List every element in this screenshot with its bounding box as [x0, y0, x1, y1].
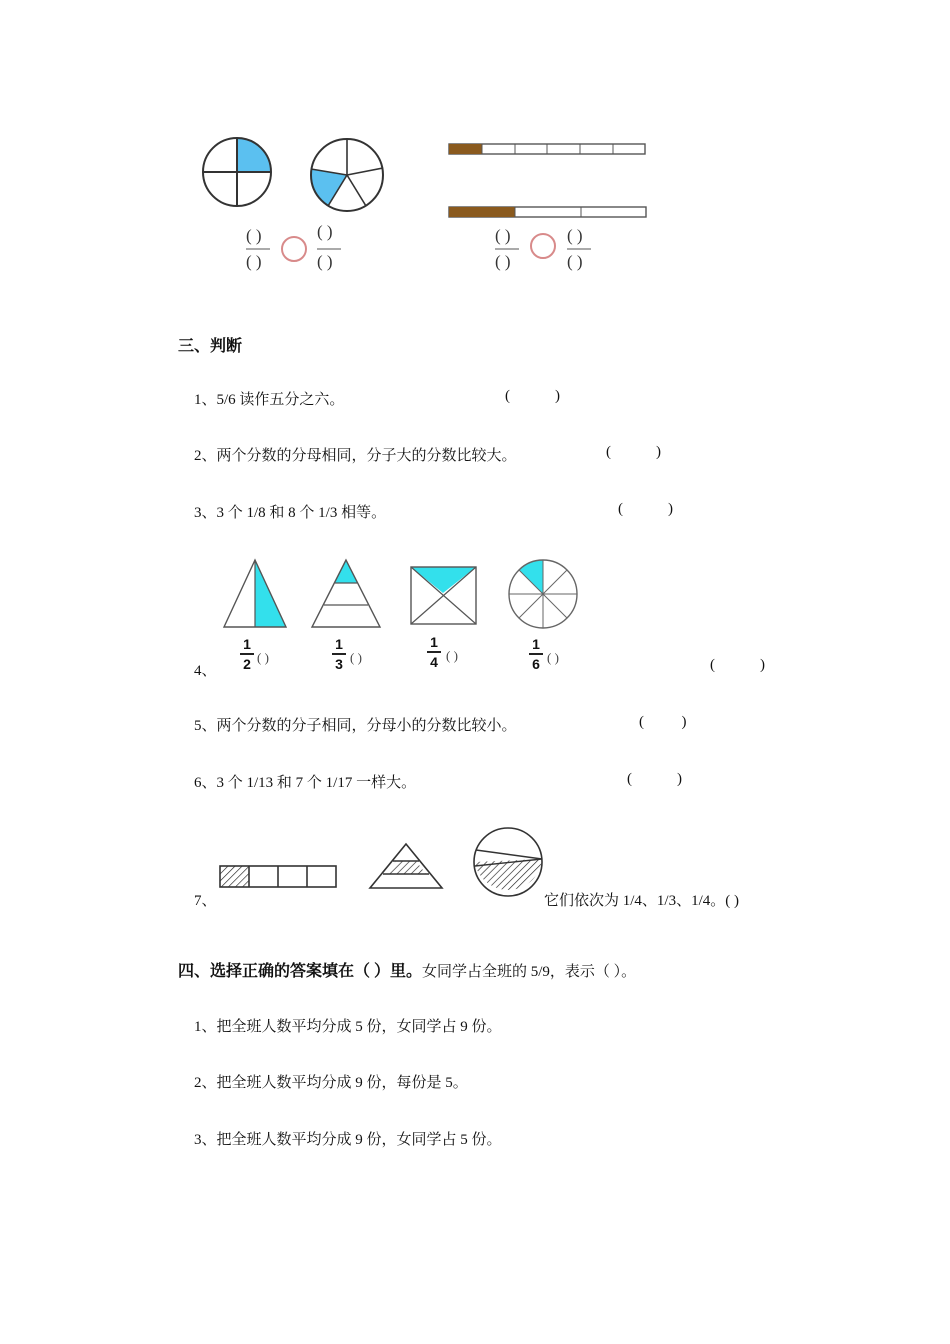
- section4-question[interactable]: 女同学占全班的 5/9，表示（ ）。: [422, 964, 637, 980]
- triangle-half-figure: [224, 560, 286, 627]
- judge-answer-4[interactable]: ( ): [710, 657, 765, 673]
- judge-item-7: 7、: [194, 893, 217, 909]
- judge-answer-3[interactable]: ( ): [618, 501, 673, 517]
- blank-numerator-4[interactable]: ( ): [567, 226, 583, 245]
- judge-item-6: 6、3 个 1/13 和 7 个 1/17 一样大。: [194, 775, 417, 791]
- judge-item-4: 4、: [194, 663, 217, 679]
- judge-answer-1[interactable]: ( ): [505, 388, 560, 404]
- item7-figures: [215, 822, 550, 902]
- blank-half[interactable]: ( ): [257, 650, 269, 665]
- fraction-bar: [427, 651, 441, 653]
- judge-item-5: 5、两个分数的分子相同，分母小的分数比较小。: [194, 718, 517, 734]
- fraction-denominator-third: 3: [335, 656, 343, 672]
- blank-denominator-2[interactable]: ( ): [317, 252, 333, 271]
- blank-denominator-1[interactable]: ( ): [246, 252, 262, 271]
- fraction-numerator-half: 1: [243, 636, 251, 652]
- blank-denominator-3[interactable]: ( ): [495, 252, 511, 271]
- square-quarter-figure: [411, 567, 476, 624]
- fraction-denominator-sixth: 6: [532, 656, 540, 672]
- blank-third[interactable]: ( ): [350, 650, 362, 665]
- fraction-denominator-quarter: 4: [430, 654, 438, 670]
- section4-heading: [178, 958, 636, 981]
- fraction-bar: [240, 653, 254, 655]
- option-3[interactable]: 3、把全班人数平均分成 9 份，女同学占 5 份。: [194, 1132, 502, 1148]
- fraction-denominator-half: 2: [243, 656, 251, 672]
- option-2[interactable]: 2、把全班人数平均分成 9 份，每份是 5。: [194, 1075, 468, 1091]
- fraction-bar: [332, 653, 346, 655]
- judge-item-2: 2、两个分数的分母相同，分子大的分数比较大。: [194, 448, 517, 464]
- item4-figures: [218, 555, 588, 635]
- section3-heading: 三、判断: [178, 338, 243, 355]
- judge-answer-6[interactable]: ( ): [627, 771, 682, 787]
- blank-numerator-2[interactable]: ( ): [317, 222, 333, 241]
- section4-heading-bold: 四、选择正确的答案填在（ ）里。: [178, 963, 423, 980]
- compare-circle-left[interactable]: [282, 237, 306, 261]
- bar-thirds-figure: [449, 207, 646, 217]
- blank-quarter[interactable]: ( ): [446, 648, 458, 663]
- fraction-numerator-quarter: 1: [430, 634, 438, 650]
- judge-answer-2[interactable]: ( ): [606, 444, 661, 460]
- circle-sixth-figure: [509, 560, 577, 628]
- judge-answer-5[interactable]: ( ): [639, 714, 687, 730]
- blank-numerator-3[interactable]: ( ): [495, 226, 511, 245]
- circle-fifths-figure: [310, 139, 383, 211]
- fraction-bar: [529, 653, 543, 655]
- compare-circle-right[interactable]: [531, 234, 555, 258]
- blank-sixth[interactable]: ( ): [547, 650, 559, 665]
- fraction-numerator-third: 1: [335, 636, 343, 652]
- circle-hatched-figure: [474, 828, 542, 896]
- judge-item-7-tail: 它们依次为 1/4、1/3、1/4。( ): [544, 893, 739, 909]
- bar-quarters-hatched-figure: [220, 866, 336, 887]
- judge-item-1: 1、5/6 读作五分之六。: [194, 392, 345, 408]
- circle-quarters-figure: [203, 138, 271, 206]
- option-1[interactable]: 1、把全班人数平均分成 5 份，女同学占 9 份。: [194, 1019, 502, 1035]
- bar-sixths-figure: [449, 144, 645, 154]
- triangle-third-figure: [312, 560, 380, 627]
- blank-numerator-1[interactable]: ( ): [246, 226, 262, 245]
- judge-item-3: 3、3 个 1/8 和 8 个 1/3 相等。: [194, 505, 387, 521]
- blank-denominator-4[interactable]: ( ): [567, 252, 583, 271]
- fraction-numerator-sixth: 1: [532, 636, 540, 652]
- triangle-band-hatched-figure: [370, 844, 442, 888]
